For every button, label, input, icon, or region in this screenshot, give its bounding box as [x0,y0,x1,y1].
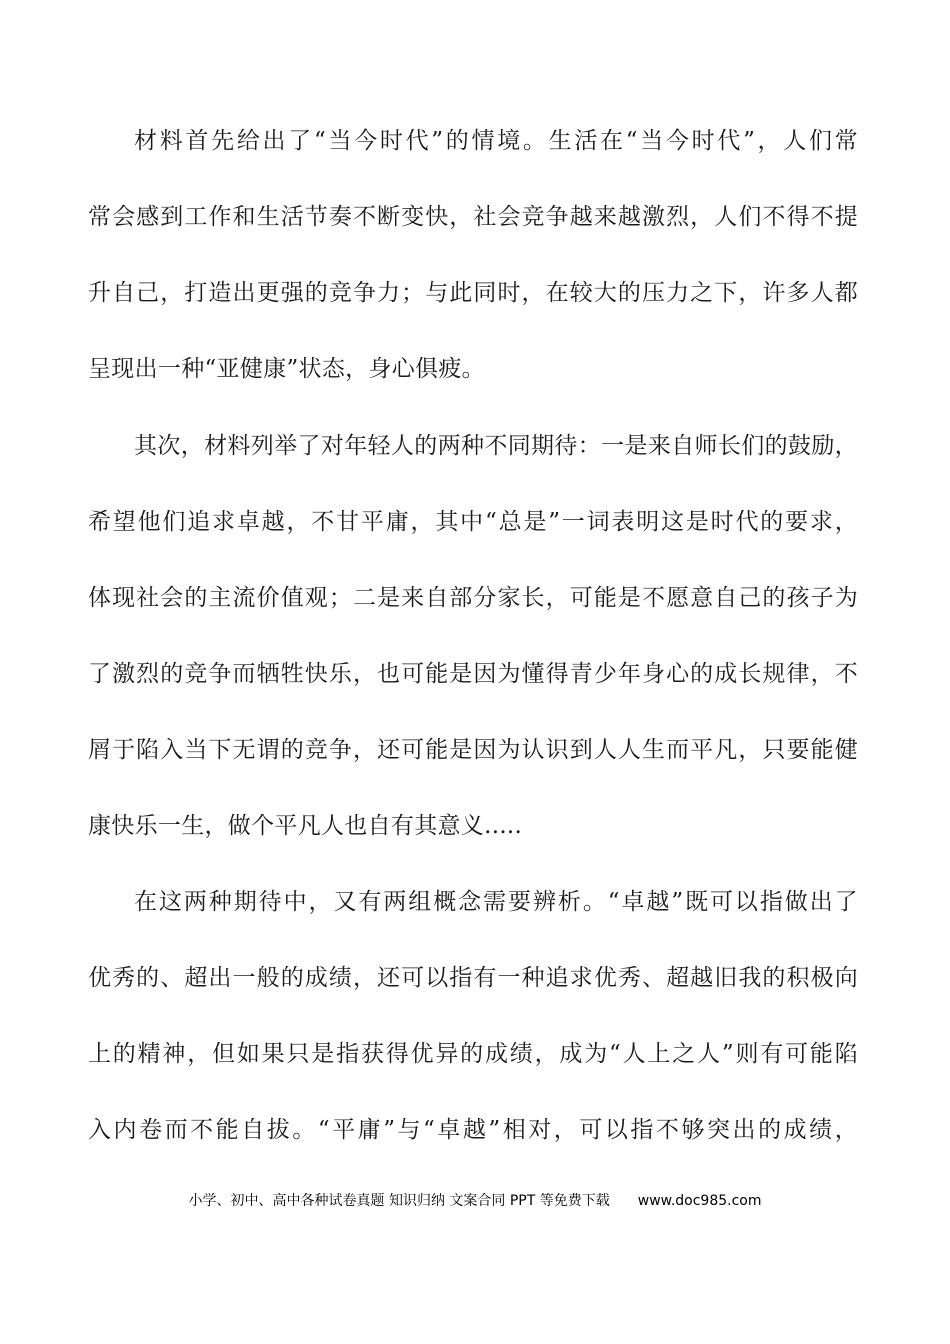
paragraph-2-line-3: 体现社会的主流价值观；二是来自部分家长，可能是不愿意自己的孩子为 [88,585,858,611]
paragraph-2-line-4: 了激烈的竞争而牺牲快乐，也可能是因为懂得青少年身心的成长规律，不 [88,661,858,687]
page-footer [0,1190,950,1210]
footer-url[interactable]: www.doc985.com [637,1193,762,1209]
paragraph-1-line-3: 升自己，打造出更强的竞争力；与此同时，在较大的压力之下，许多人都 [88,280,858,306]
footer-text: 小学、初中、高中各种试卷真题 知识归纳 文案合同 PPT 等免费下载 [188,1193,610,1209]
paragraph-1-line-1: 材料首先给出了“当今时代”的情境。生活在“当今时代”，人们常 [134,128,858,154]
paragraph-2-line-6: 康快乐一生，做个平凡人也自有其意义..... [88,813,523,839]
paragraph-2-line-5: 屑于陷入当下无谓的竞争，还可能是因为认识到人人生而平凡，只要能健 [88,737,858,763]
paragraph-1-line-2: 常会感到工作和生活节奏不断变快，社会竞争越来越激烈，人们不得不提 [88,204,858,230]
paragraph-3-line-3: 上的精神，但如果只是指获得优异的成绩，成为“人上之人”则有可能陷 [88,1041,858,1067]
paragraph-3-line-2: 优秀的、超出一般的成绩，还可以指有一种追求优秀、超越旧我的积极向 [88,965,858,991]
paragraph-2-line-2: 希望他们追求卓越，不甘平庸，其中“总是”一词表明这是时代的要求， [88,509,858,535]
paragraph-1-line-4: 呈现出一种“亚健康”状态，身心俱疲。 [88,356,485,382]
paragraph-2-line-1: 其次，材料列举了对年轻人的两种不同期待：一是来自师长们的鼓励， [134,433,858,459]
paragraph-3-line-4: 入内卷而不能自拔。“平庸”与“卓越”相对，可以指不够突出的成绩， [88,1117,858,1143]
paragraph-3-line-1: 在这两种期待中，又有两组概念需要辨析。“卓越”既可以指做出了 [134,889,858,915]
